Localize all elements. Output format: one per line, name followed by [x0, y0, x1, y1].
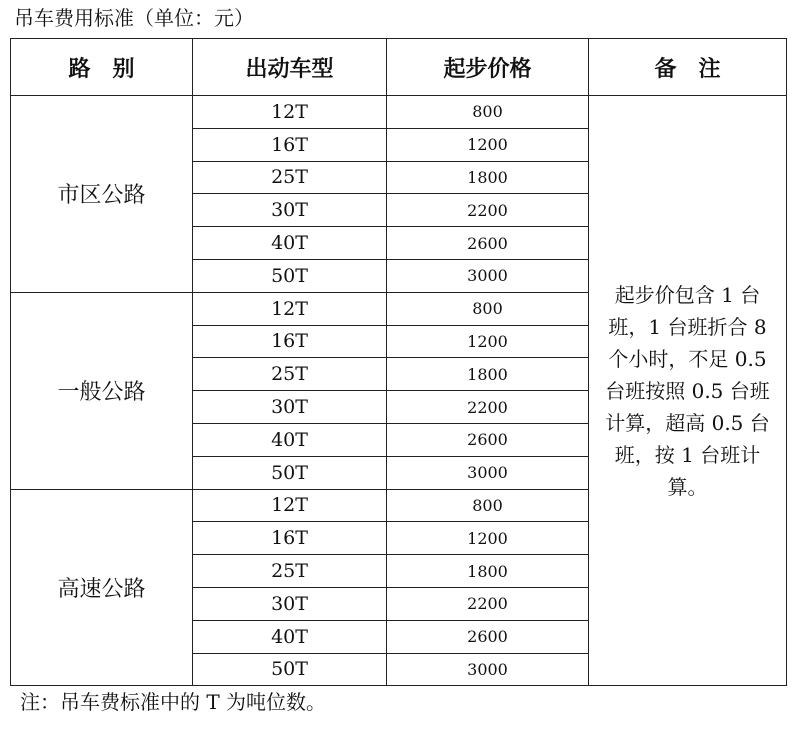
- price-cell: 800: [387, 292, 589, 325]
- road-type-cell: 高速公路: [11, 489, 193, 686]
- road-type-cell: 市区公路: [11, 96, 193, 293]
- model-cell: 50T: [193, 456, 387, 489]
- model-cell: 50T: [193, 259, 387, 292]
- header-remark: 备 注: [589, 39, 787, 96]
- road-type-cell: 一般公路: [11, 292, 193, 489]
- header-model: 出动车型: [193, 39, 387, 96]
- footnote: 注：吊车费标准中的 T 为吨位数。: [20, 690, 327, 714]
- price-cell: 2200: [387, 194, 589, 227]
- price-cell: 2200: [387, 587, 589, 620]
- model-cell: 12T: [193, 489, 387, 522]
- price-cell: 1200: [387, 522, 589, 555]
- model-cell: 25T: [193, 358, 387, 391]
- price-cell: 800: [387, 96, 589, 129]
- header-price: 起步价格: [387, 39, 589, 96]
- model-cell: 40T: [193, 620, 387, 653]
- table-body: [11, 96, 787, 686]
- price-cell: 2200: [387, 391, 589, 424]
- price-cell: 3000: [387, 259, 589, 292]
- remark-cell: 起步价包含 1 台班，1 台班折合 8 个小时，不足 0.5 台班按照 0.5 台班计算，超高 0.5 台班，按 1 台班计算。: [589, 96, 787, 686]
- price-cell: 2600: [387, 620, 589, 653]
- model-cell: 50T: [193, 653, 387, 686]
- model-cell: 30T: [193, 391, 387, 424]
- price-cell: 1800: [387, 161, 589, 194]
- price-cell: 3000: [387, 456, 589, 489]
- price-cell: 1800: [387, 555, 589, 588]
- price-cell: 3000: [387, 653, 589, 686]
- table-caption: 吊车费用标准（单位：元）: [14, 6, 254, 30]
- price-cell: 1200: [387, 325, 589, 358]
- model-cell: 16T: [193, 522, 387, 555]
- model-cell: 25T: [193, 555, 387, 588]
- price-cell: 2600: [387, 227, 589, 260]
- model-cell: 25T: [193, 161, 387, 194]
- model-cell: 40T: [193, 423, 387, 456]
- header-road: 路 别: [11, 39, 193, 96]
- price-cell: 1200: [387, 128, 589, 161]
- model-cell: 16T: [193, 128, 387, 161]
- header-row: [11, 39, 787, 96]
- model-cell: 12T: [193, 292, 387, 325]
- crane-fee-table: [10, 38, 787, 686]
- table-row: [11, 96, 787, 129]
- model-cell: 12T: [193, 96, 387, 129]
- model-cell: 40T: [193, 227, 387, 260]
- price-cell: 2600: [387, 423, 589, 456]
- model-cell: 30T: [193, 587, 387, 620]
- price-cell: 1800: [387, 358, 589, 391]
- model-cell: 16T: [193, 325, 387, 358]
- model-cell: 30T: [193, 194, 387, 227]
- price-cell: 800: [387, 489, 589, 522]
